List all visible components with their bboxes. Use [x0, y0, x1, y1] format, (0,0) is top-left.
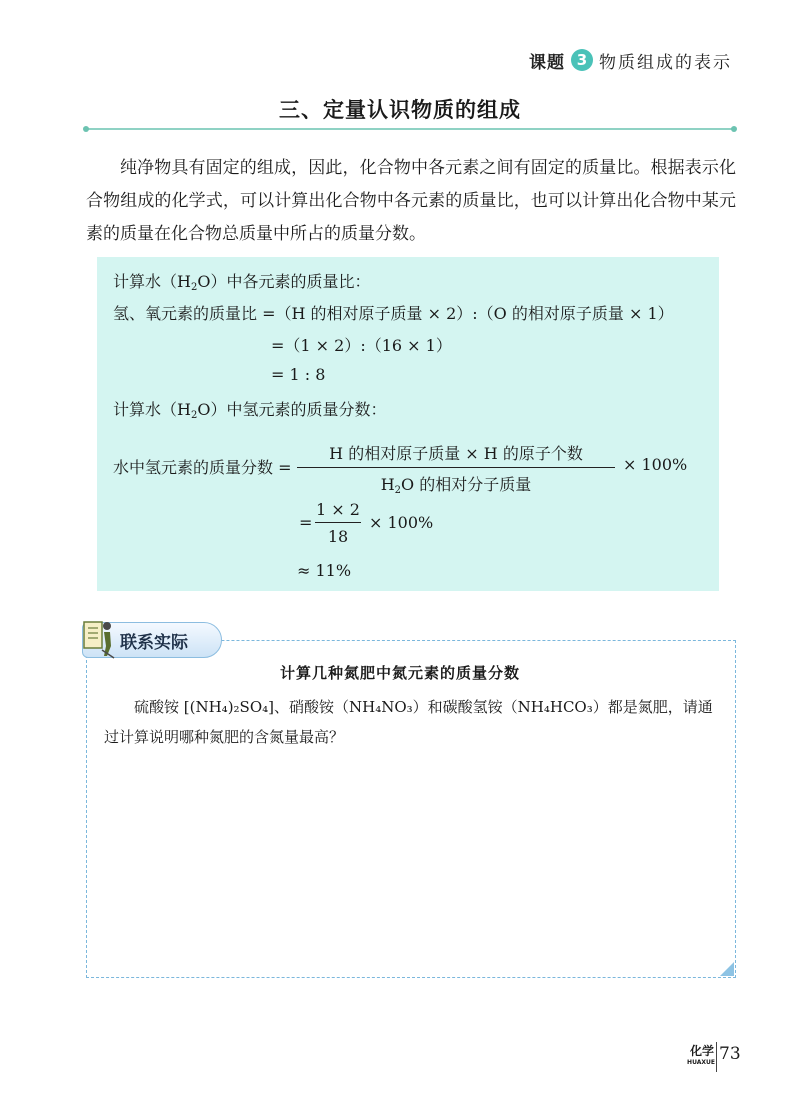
step-numerator: 1 × 2 [316, 500, 360, 519]
corner-decoration [720, 962, 734, 976]
practice-tag [72, 620, 222, 660]
step-multiplier: × 100% [369, 513, 434, 532]
formula-denominator: $H_2O$ 的相对分子质量 [380, 475, 532, 496]
example-line-4: = 1 : 8 [271, 365, 326, 384]
example-line-1: 计算水$(H_2O)$中各元素的质量比： [113, 272, 371, 293]
page-footer [682, 1038, 742, 1078]
subject-pinyin: HUAXUE [687, 1059, 715, 1066]
practice-tag-label: 联系实际 [120, 633, 188, 653]
step-equals: = [299, 513, 313, 532]
formula-numerator: H 的相对原子质量 × H 的原子个数 [329, 444, 583, 463]
practice-frame [86, 640, 736, 978]
intro-text: 纯净物具有固定的组成，因此，化合物中各元素之间有固定的质量比。根据表示化合物组成的化学式，可以计算出化合物中各元素的质量比，也可以计算出化合物中某元素的质量在化合物总质量中所占的质量分数。 [86, 158, 736, 244]
practice-text: 硫酸铵 [(NH₄)₂SO₄]、硝酸铵（NH₄NO₃）和碳酸氢铵（NH₄HCO₃）都是氮肥，请通过计算说明哪种氮肥的含氮量最高？ [104, 698, 713, 746]
example-line-5: 计算水$(H_2O)$中氢元素的质量分数： [113, 400, 387, 421]
subject-label: 化学 [689, 1044, 714, 1058]
formula-fraction [297, 441, 615, 496]
section-title: 三、定量认识物质的组成 [279, 98, 521, 122]
example-box [97, 257, 719, 591]
intro-paragraph [86, 152, 736, 251]
fraction-bar [297, 467, 615, 468]
step-fraction-bar [315, 522, 361, 523]
practice-question [104, 692, 716, 752]
formula-multiplier: × 100% [623, 455, 688, 474]
lesson-word: 课题 [529, 52, 565, 73]
lesson-title: 物质组成的表示 [599, 52, 732, 73]
practice-title: 计算几种氮肥中氮元素的质量分数 [279, 664, 520, 682]
example-line-3: =（1 × 2）:（16 × 1） [271, 336, 452, 355]
section-divider [86, 128, 734, 130]
step-denominator: 18 [327, 527, 349, 546]
example-line-2: 氢、氧元素的质量比 =（H 的相对原子质量 × 2）:（O 的相对原子质量 × 1） [113, 304, 674, 323]
page-number: 73 [719, 1044, 741, 1064]
footer-divider [716, 1042, 717, 1072]
reading-person-icon [80, 616, 116, 660]
lesson-number-badge: 3 [571, 49, 593, 71]
formula-label: 水中氢元素的质量分数 = [113, 458, 292, 477]
step-fraction [315, 500, 361, 546]
result-value: ≈ 11% [297, 561, 352, 580]
page-header [529, 46, 732, 74]
